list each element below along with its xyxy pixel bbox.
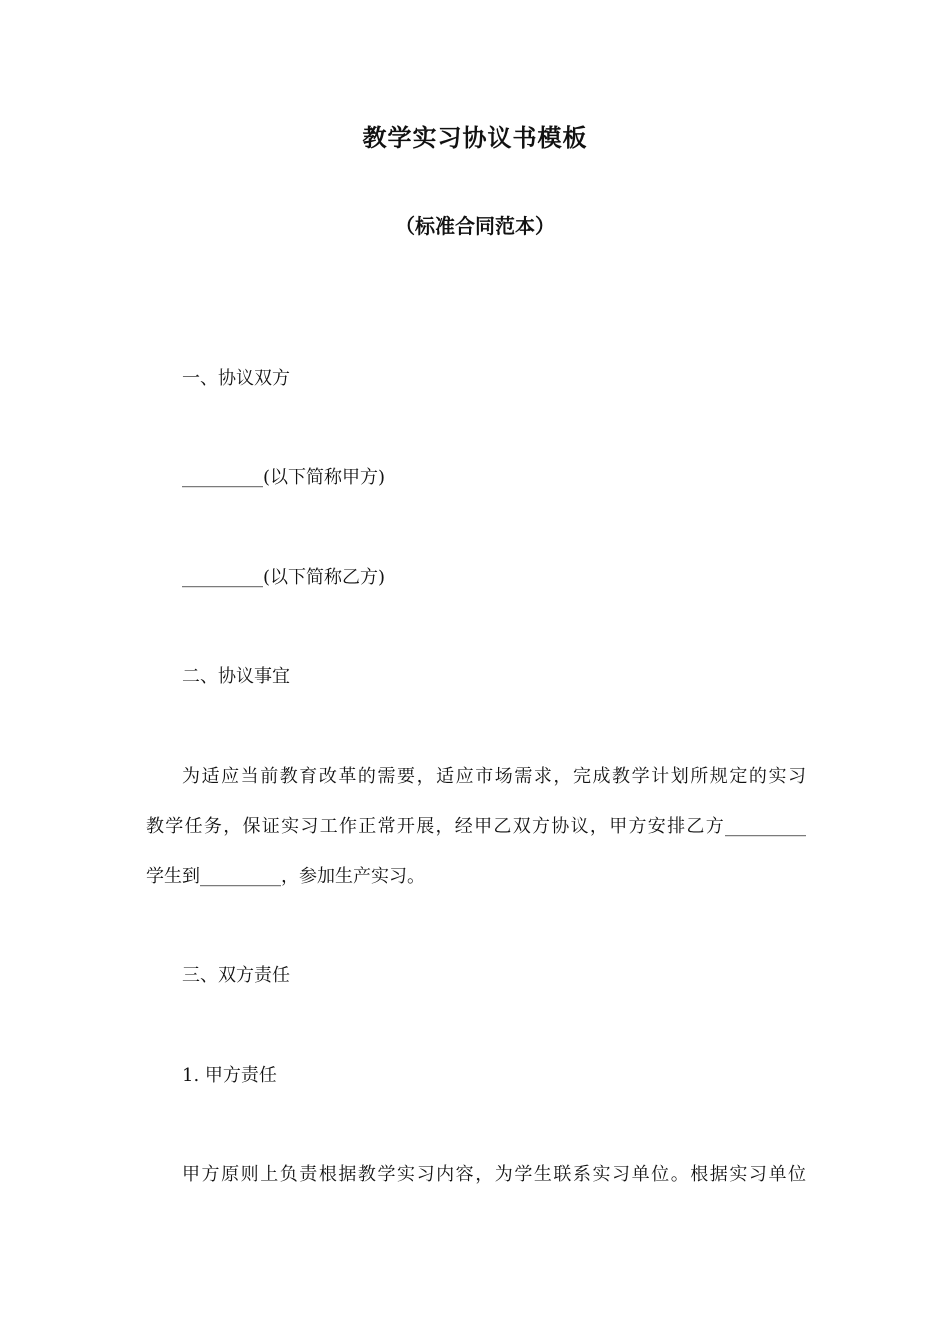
section-2-paragraph-line-3: 学生到_________，参加生产实习。 <box>146 866 425 887</box>
section-2-heading: 二、协议事宜 <box>182 666 290 687</box>
document-title: 教学实习协议书模板 <box>362 124 588 152</box>
section-2-paragraph-line-2: 教学任务，保证实习工作正常开展，经甲乙双方协议，甲方安排乙方_________ <box>146 816 806 837</box>
section-3-heading: 三、双方责任 <box>182 965 290 986</box>
section-2-paragraph-line-1: 为适应当前教育改革的需要，适应市场需求，完成教学计划所规定的实习 <box>182 766 806 787</box>
party-a-line: _________(以下简称甲方) <box>182 467 386 488</box>
document-subtitle: （标准合同范本） <box>395 214 555 238</box>
section-1-heading: 一、协议双方 <box>182 368 290 389</box>
party-b-line: _________(以下简称乙方) <box>182 567 386 588</box>
subsection-1-heading: 1. 甲方责任 <box>182 1065 277 1086</box>
subsection-1-paragraph-line-1: 甲方原则上负责根据教学实习内容，为学生联系实习单位。根据实习单位 <box>182 1164 806 1185</box>
